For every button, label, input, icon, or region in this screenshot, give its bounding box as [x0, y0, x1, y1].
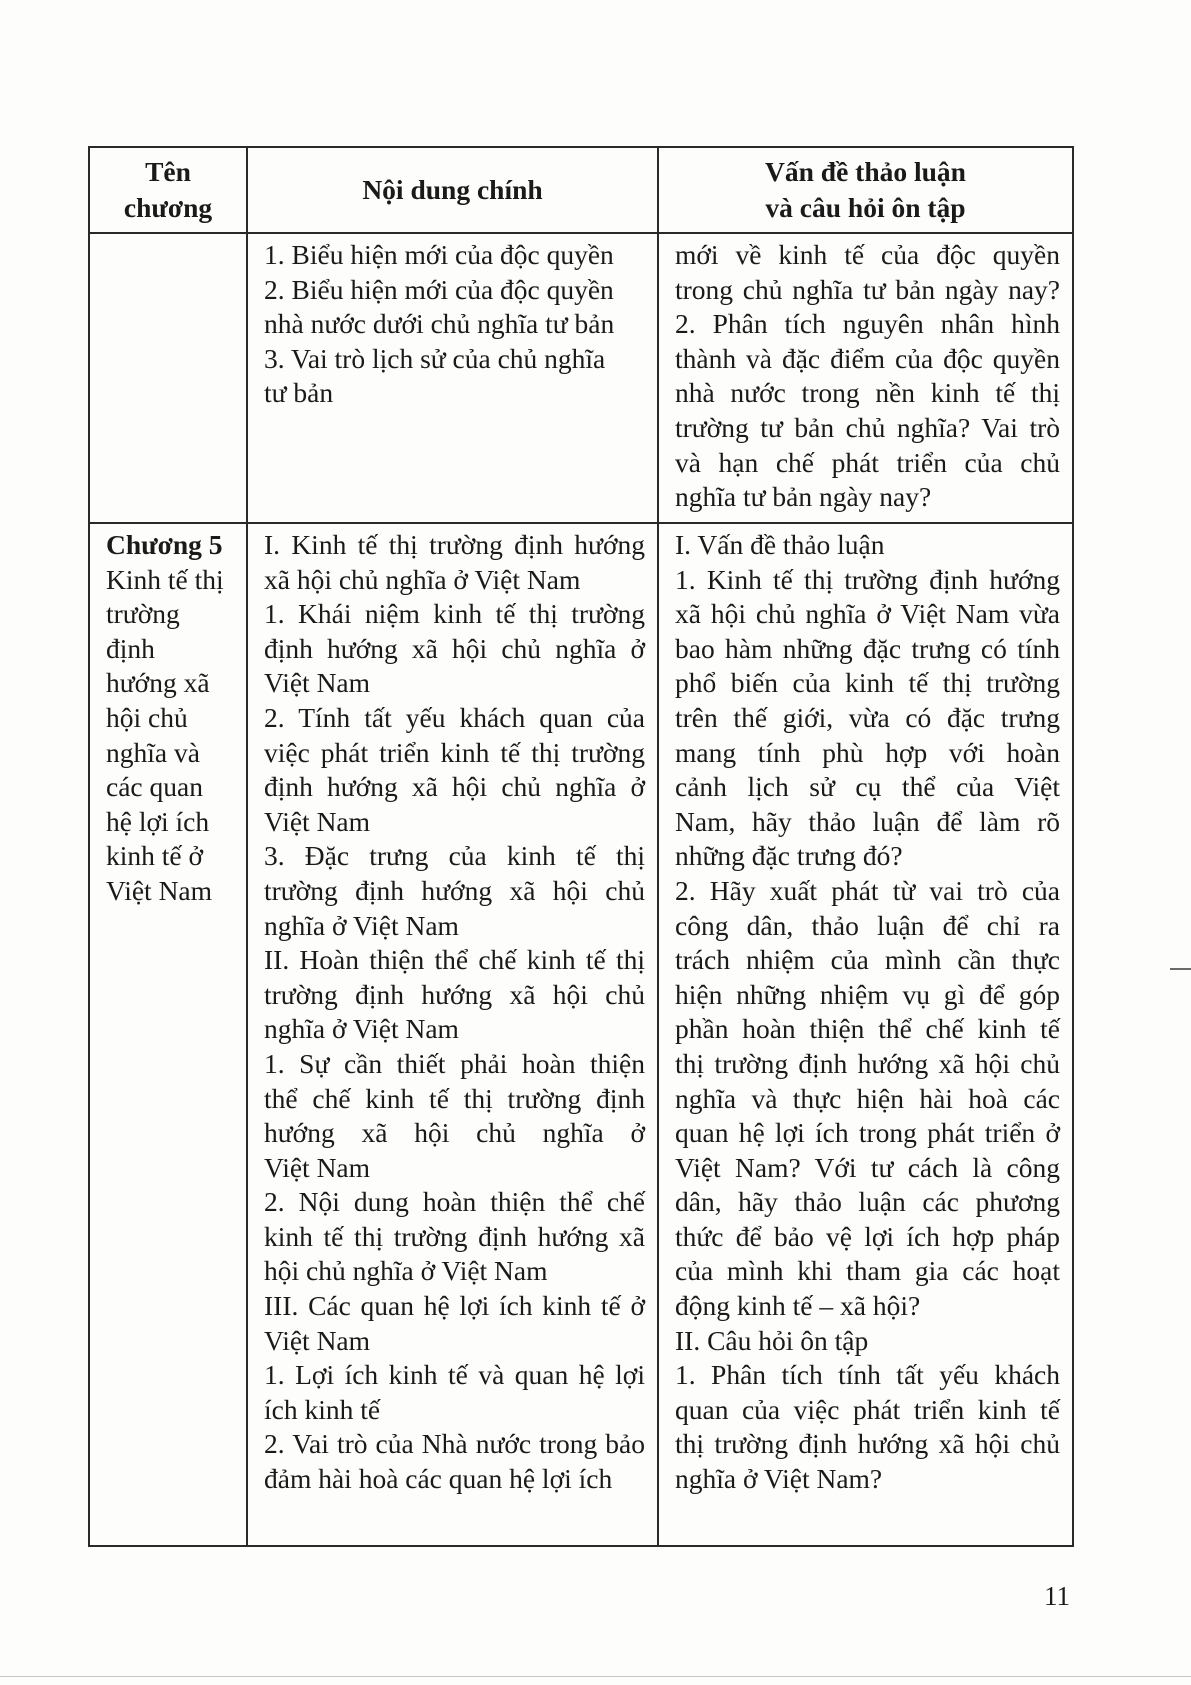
- discussion-line: nghĩa và thực hiện hài hoà các: [675, 1082, 1060, 1114]
- header-line: Tên: [145, 156, 191, 187]
- content-line: 3. Vai trò lịch sử của chủ nghĩa: [264, 342, 606, 374]
- discussion-line: 2. Hãy xuất phát từ vai trò của: [675, 874, 1060, 906]
- content-line: định hướng xã hội chủ nghĩa ở: [264, 771, 645, 803]
- discussion-line: và hạn chế phát triển của chủ: [675, 446, 1060, 478]
- syllabus-table-wrapper: [88, 146, 1072, 1547]
- content-line: trường định hướng xã hội chủ: [264, 874, 645, 906]
- discussion-line: trên thế giới, vừa có đặc trưng: [675, 701, 1060, 733]
- content-line: hướng xã hội chủ nghĩa ở: [264, 1117, 645, 1149]
- discussion-line: hiện những nhiệm vụ gì để góp: [675, 978, 1060, 1010]
- discussion-line: mới về kinh tế của độc quyền: [675, 239, 1060, 270]
- discussion-line: động kinh tế – xã hội?: [675, 1290, 921, 1322]
- chapter-label: Chương 5: [106, 529, 223, 560]
- content-line: 1. Khái niệm kinh tế thị trường: [264, 598, 645, 630]
- content-line: 2. Vai trò của Nhà nước trong bảo: [264, 1428, 645, 1460]
- discussion-line: thức để bảo vệ lợi ích hợp pháp: [675, 1220, 1060, 1252]
- discussion-line: dân, hãy thảo luận các phương: [675, 1186, 1060, 1218]
- content-line: 1. Lợi ích kinh tế và quan hệ lợi: [264, 1359, 645, 1391]
- content-line: nghĩa ở Việt Nam: [264, 909, 459, 941]
- content-line: 2. Biểu hiện mới của độc quyền: [264, 273, 614, 305]
- header-line: Vấn đề thảo luận: [765, 156, 966, 187]
- content-line: Việt Nam: [264, 1151, 371, 1183]
- header-line: chương: [123, 192, 213, 223]
- content-line: 1. Sự cần thiết phải hoàn thiện: [264, 1047, 645, 1079]
- discussion-line: thành và đặc điểm của độc quyền: [675, 342, 1060, 374]
- content-line: Việt Nam: [264, 805, 371, 837]
- content-line: nhà nước dưới chủ nghĩa tư bản: [264, 308, 615, 340]
- discussion-line: 1. Kinh tế thị trường định hướng: [675, 563, 1060, 595]
- discussion-line: quan của việc phát triển kinh tế: [675, 1393, 1060, 1425]
- chapter-cell-empty: [89, 233, 247, 523]
- page-number: 11: [1044, 1581, 1070, 1611]
- scan-edge-mark: [0, 1676, 1191, 1677]
- chapter-name-line: hướng xã: [106, 667, 210, 699]
- discussion-cell: [658, 233, 1073, 523]
- content-line: Việt Nam: [264, 1324, 371, 1356]
- syllabus-table: [88, 146, 1074, 1547]
- discussion-line: Nam, hãy thảo luận để làm rõ: [675, 805, 1060, 837]
- content-line: thể chế kinh tế thị trường định: [264, 1082, 645, 1114]
- table-row-continued: [89, 233, 1073, 523]
- discussion-cell: [658, 523, 1073, 1546]
- chapter-name-line: nghĩa và: [106, 736, 200, 768]
- discussion-line: xã hội chủ nghĩa ở Việt Nam vừa: [675, 598, 1060, 630]
- discussion-line: trường tư bản chủ nghĩa? Vai trò: [675, 411, 1060, 443]
- content-cell: [247, 233, 658, 523]
- content-line: Việt Nam: [264, 667, 371, 699]
- table-header-row: [89, 147, 1073, 233]
- discussion-line: trong chủ nghĩa tư bản ngày nay?: [675, 273, 1060, 305]
- content-line: II. Hoàn thiện thể chế kinh tế thị: [264, 944, 645, 976]
- discussion-line: I. Vấn đề thảo luận: [675, 529, 885, 560]
- content-line: III. Các quan hệ lợi ích kinh tế ở: [264, 1290, 645, 1322]
- discussion-line: 1. Phân tích tính tất yếu khách: [675, 1359, 1060, 1391]
- discussion-line: II. Câu hỏi ôn tập: [675, 1324, 869, 1356]
- discussion-line: bao hàm những đặc trưng có tính: [675, 632, 1060, 664]
- discussion-line: 2. Phân tích nguyên nhân hình: [675, 308, 1060, 340]
- chapter-name-line: hội chủ: [106, 701, 188, 733]
- chapter-name-line: Việt Nam: [106, 874, 213, 906]
- discussion-line: cảnh lịch sử cụ thể của Việt: [675, 771, 1060, 803]
- content-line: nghĩa ở Việt Nam: [264, 1013, 459, 1045]
- content-line: định hướng xã hội chủ nghĩa ở: [264, 632, 645, 664]
- discussion-line: phần hoàn thiện thể chế kinh tế: [675, 1013, 1060, 1045]
- discussion-line: nghĩa tư bản ngày nay?: [675, 481, 932, 513]
- discussion-line: của mình khi tham gia các hoạt: [675, 1255, 1060, 1287]
- chapter-cell: [89, 523, 247, 1546]
- discussion-line: phổ biến của kinh tế thị trường: [675, 667, 1060, 699]
- content-line: 1. Biểu hiện mới của độc quyền: [264, 239, 614, 270]
- discussion-line: công dân, thảo luận để chỉ ra: [675, 909, 1060, 941]
- table-row-chapter-5: [89, 523, 1073, 1546]
- content-line: đảm hài hoà các quan hệ lợi ích: [264, 1463, 613, 1495]
- chapter-name-line: hệ lợi ích: [106, 805, 210, 837]
- discussion-line: trách nhiệm của mình cần thực: [675, 944, 1060, 976]
- discussion-line: mang tính phù hợp với hoàn: [675, 736, 1060, 768]
- discussion-line: nghĩa ở Việt Nam?: [675, 1463, 883, 1495]
- discussion-line: quan hệ lợi ích trong phát triển ở: [675, 1117, 1060, 1149]
- chapter-name-line: các quan: [106, 771, 203, 803]
- header-line: và câu hỏi ôn tập: [765, 192, 966, 223]
- discussion-line: thị trường định hướng xã hội chủ: [675, 1047, 1060, 1079]
- discussion-line: thị trường định hướng xã hội chủ: [675, 1428, 1060, 1460]
- chapter-name-line: kinh tế ở: [106, 840, 204, 872]
- chapter-name-line: Kinh tế thị: [106, 563, 224, 595]
- content-line: xã hội chủ nghĩa ở Việt Nam: [264, 563, 581, 595]
- header-discussion: [658, 147, 1073, 233]
- content-line: việc phát triển kinh tế thị trường: [264, 736, 645, 768]
- discussion-line: nhà nước trong nền kinh tế thị: [675, 377, 1060, 409]
- content-line: hội chủ nghĩa ở Việt Nam: [264, 1255, 548, 1287]
- discussion-line: Việt Nam? Với tư cách là công: [675, 1151, 1060, 1183]
- scan-edge-mark: [1170, 968, 1191, 970]
- content-cell: [247, 523, 658, 1546]
- header-main-content: [247, 147, 658, 233]
- header-line: Nội dung chính: [362, 174, 543, 205]
- chapter-name-line: trường: [106, 598, 180, 630]
- content-line: trường định hướng xã hội chủ: [264, 978, 645, 1010]
- chapter-name-line: định: [106, 632, 155, 664]
- content-line: ích kinh tế: [264, 1393, 381, 1425]
- discussion-line: những đặc trưng đó?: [675, 840, 903, 872]
- content-line: kinh tế thị trường định hướng xã: [264, 1220, 645, 1252]
- content-line: 2. Nội dung hoàn thiện thể chế: [264, 1186, 645, 1218]
- header-chapter-name: [89, 147, 247, 233]
- content-line: I. Kinh tế thị trường định hướng: [264, 529, 645, 560]
- content-line: 3. Đặc trưng của kinh tế thị: [264, 840, 645, 872]
- content-line: 2. Tính tất yếu khách quan của: [264, 701, 645, 733]
- content-line: tư bản: [264, 377, 334, 409]
